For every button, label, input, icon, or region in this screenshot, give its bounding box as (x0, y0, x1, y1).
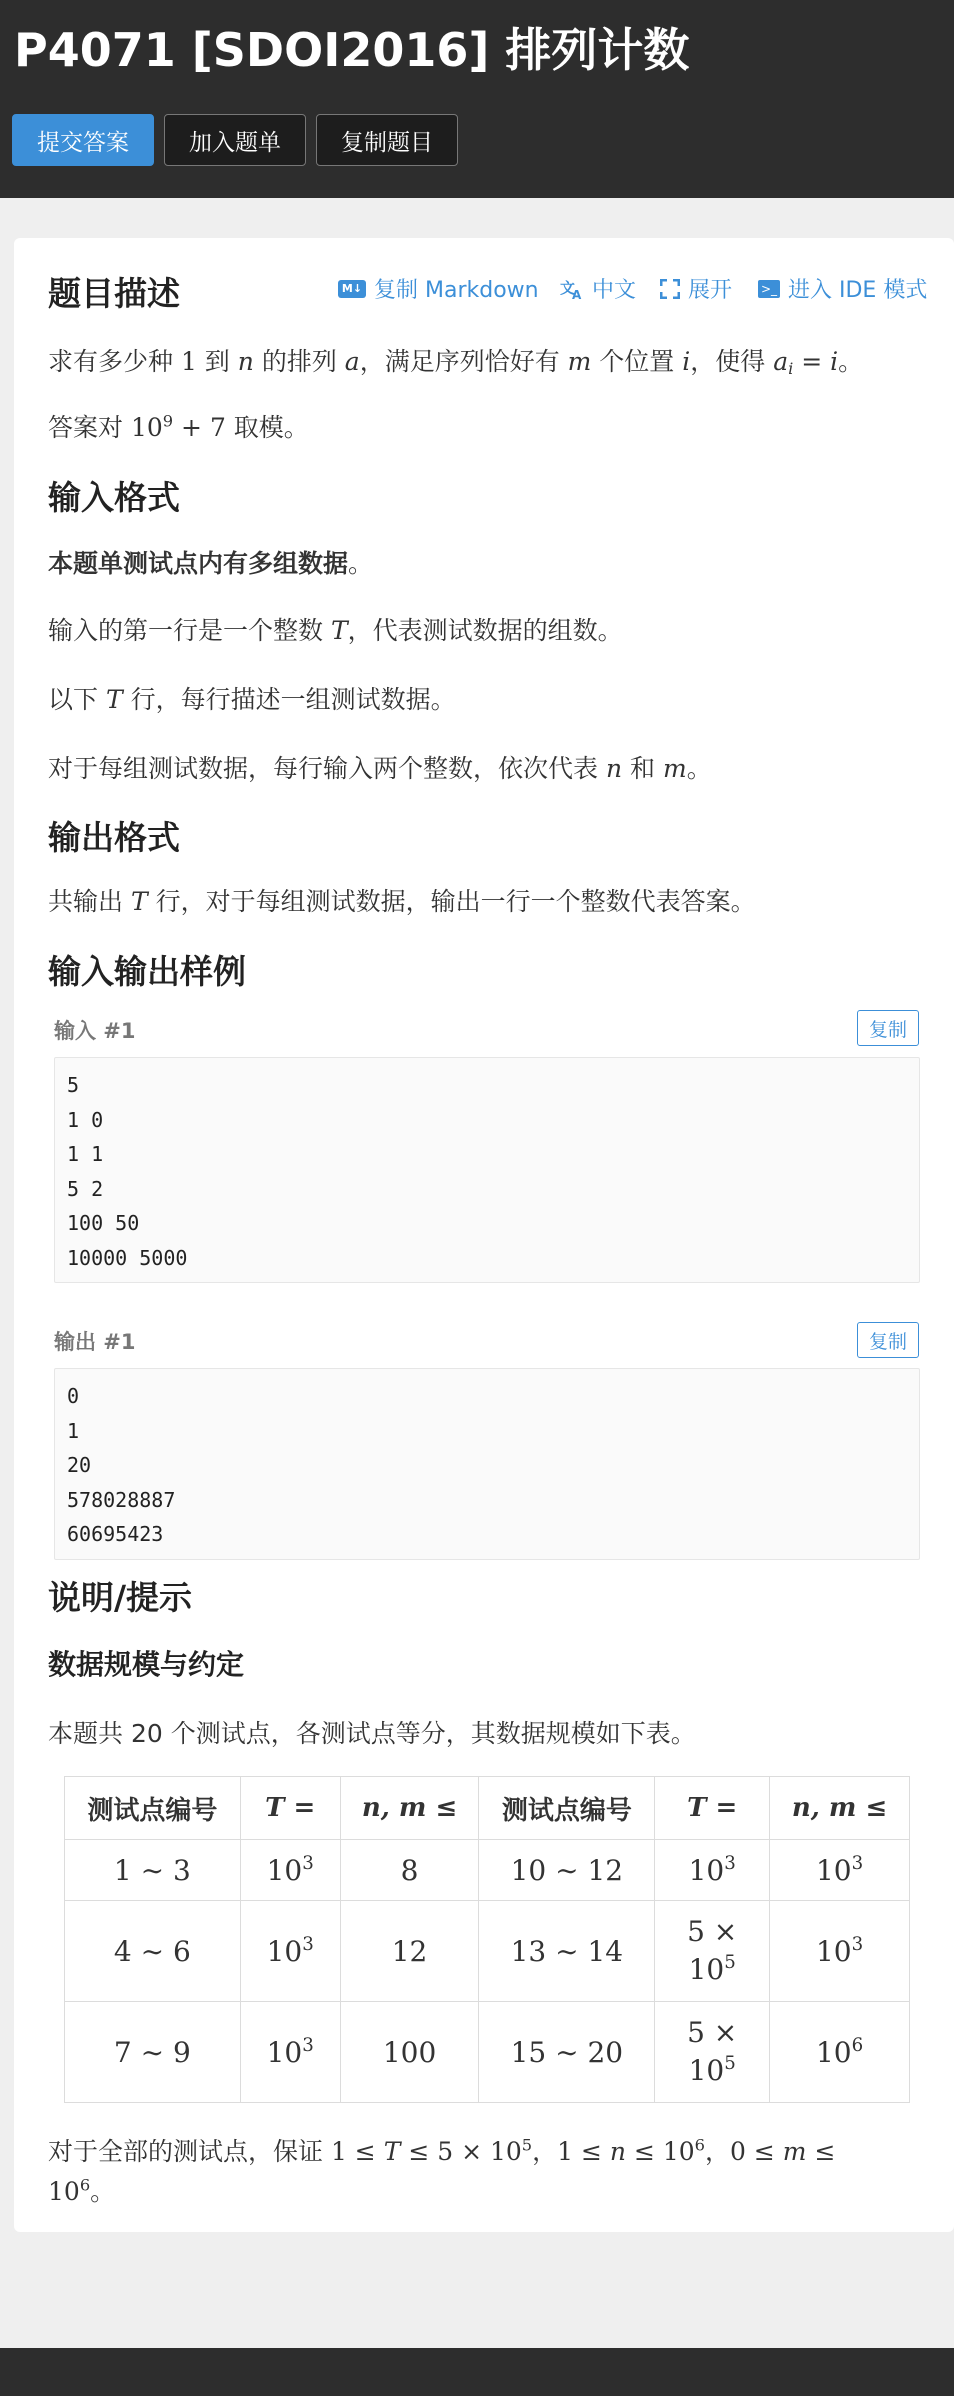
data-scale-table (64, 1776, 910, 2103)
copy-input-button[interactable]: 复制 (857, 1010, 919, 1046)
sample-output-line: 60695423 (67, 1522, 164, 1547)
input-format-line-3: 以下 T 行，每行描述一组测试数据。 (48, 685, 456, 714)
table-row (65, 1901, 910, 2002)
sample-output-line: 20 (67, 1453, 92, 1478)
submit-answer-button[interactable]: 提交答案 (12, 114, 154, 166)
description-line-2: 答案对 $10^9 + 7$ 取模。 (48, 411, 309, 442)
table-header: n, m ≤ (770, 1777, 910, 1840)
description-line-1: 求有多少种 1 到 n 的排列 a，满足序列恰好有 m 个位置 i，使得 $a_i = i$。 (48, 347, 864, 379)
copy-markdown-link[interactable] (338, 273, 539, 304)
table-cell: 100 (340, 2002, 479, 2103)
language-toggle[interactable] (560, 273, 636, 304)
expand-label: 展开 (688, 278, 733, 303)
expand-link[interactable] (660, 273, 732, 304)
markdown-icon: M↓ (338, 280, 366, 298)
table-cell: $10^6$ (770, 2002, 910, 2103)
input-format-heading: 输入格式 (48, 478, 180, 517)
input-format-bold-line: 本题单测试点内有多组数据。 (48, 549, 374, 578)
table-row (65, 2002, 910, 2103)
table-cell: 1 ∼ 3 (65, 1840, 241, 1901)
input-format-line-4: 对于每组测试数据，每行输入两个整数，依次代表 n 和 m。 (48, 754, 712, 783)
svg-text:A: A (572, 287, 582, 300)
table-cell: 12 (340, 1901, 479, 2002)
sample-output-line: 0 (67, 1384, 80, 1408)
table-cell: $10^3$ (240, 1840, 340, 1901)
output-format-line-1: 共输出 T 行，对于每组测试数据，输出一行一个整数代表答案。 (48, 887, 756, 916)
table-cell: $10^3$ (655, 1840, 770, 1901)
sample-output-block (54, 1368, 920, 1560)
table-cell: $10^3$ (240, 2002, 340, 2103)
page-footer (0, 2348, 954, 2396)
table-header: 测试点编号 (65, 1777, 241, 1840)
table-cell: 7 ∼ 9 (65, 2002, 241, 2103)
table-header: 测试点编号 (479, 1777, 655, 1840)
table-cell: 5 × $10^5$ (655, 2002, 770, 2103)
table-cell: $10^3$ (770, 1840, 910, 1901)
table-header: T = (655, 1777, 770, 1840)
sample-input-line: 5 2 (67, 1176, 104, 1201)
terminal-icon: >_ (758, 280, 780, 298)
add-to-list-button[interactable]: 加入题单 (164, 114, 306, 166)
samples-heading: 输入输出样例 (48, 952, 246, 991)
table-header: n, m ≤ (340, 1777, 479, 1840)
sample-output-line: 578028887 (67, 1487, 176, 1512)
copy-problem-button[interactable]: 复制题目 (316, 114, 458, 166)
expand-icon (660, 279, 680, 299)
copy-markdown-label: 复制 Markdown (374, 278, 539, 303)
sample-input-line: 1 0 (67, 1107, 104, 1132)
table-cell: 4 ∼ 6 (65, 1901, 241, 2002)
svg-text:文: 文 (560, 278, 576, 297)
table-cell: 5 × $10^5$ (655, 1901, 770, 2002)
table-header: T = (240, 1777, 340, 1840)
constraint-line-2: $10^6$。 (48, 2175, 116, 2206)
sample-output-label: 输出 #1 (54, 1330, 136, 1354)
table-cell: 8 (340, 1840, 479, 1901)
language-label: 中文 (592, 278, 637, 303)
sample-input-line: 5 (67, 1073, 80, 1097)
translate-icon (560, 278, 584, 300)
hint-heading: 说明/提示 (48, 1578, 193, 1617)
ide-mode-link[interactable] (758, 273, 927, 304)
table-cell: $10^3$ (240, 1901, 340, 2002)
output-format-heading: 输出格式 (48, 818, 180, 857)
table-row (65, 1840, 910, 1901)
sample-input-line: 100 50 (67, 1211, 140, 1236)
table-cell: 10 ∼ 12 (479, 1840, 655, 1901)
hint-intro: 本题共 20 个测试点，各测试点等分，其数据规模如下表。 (48, 1719, 696, 1748)
sample-output-line: 1 (67, 1418, 80, 1443)
table-cell: 13 ∼ 14 (479, 1901, 655, 2002)
sample-input-block (54, 1057, 920, 1283)
constraint-line-1: 对于全部的测试点，保证 $1 \le T \le 5 \times 10^5$，$1 \le n \le 10^6$，0 ≤ m ≤ (48, 2135, 836, 2166)
page-title: P4071 [SDOI2016] 排列计数 (14, 23, 690, 77)
description-heading: 题目描述 (48, 274, 180, 313)
table-cell: 15 ∼ 20 (479, 2002, 655, 2103)
copy-output-button[interactable]: 复制 (857, 1322, 919, 1358)
hint-subheading: 数据规模与约定 (48, 1648, 245, 1681)
sample-input-label: 输入 #1 (54, 1019, 136, 1043)
sample-input-line: 10000 5000 (67, 1245, 188, 1270)
sample-input-line: 1 1 (67, 1142, 104, 1167)
ide-mode-label: 进入 IDE 模式 (788, 278, 928, 303)
input-format-line-2: 输入的第一行是一个整数 T，代表测试数据的组数。 (48, 616, 623, 645)
page-header (0, 0, 954, 198)
table-header-row (65, 1777, 910, 1840)
table-cell: $10^3$ (770, 1901, 910, 2002)
